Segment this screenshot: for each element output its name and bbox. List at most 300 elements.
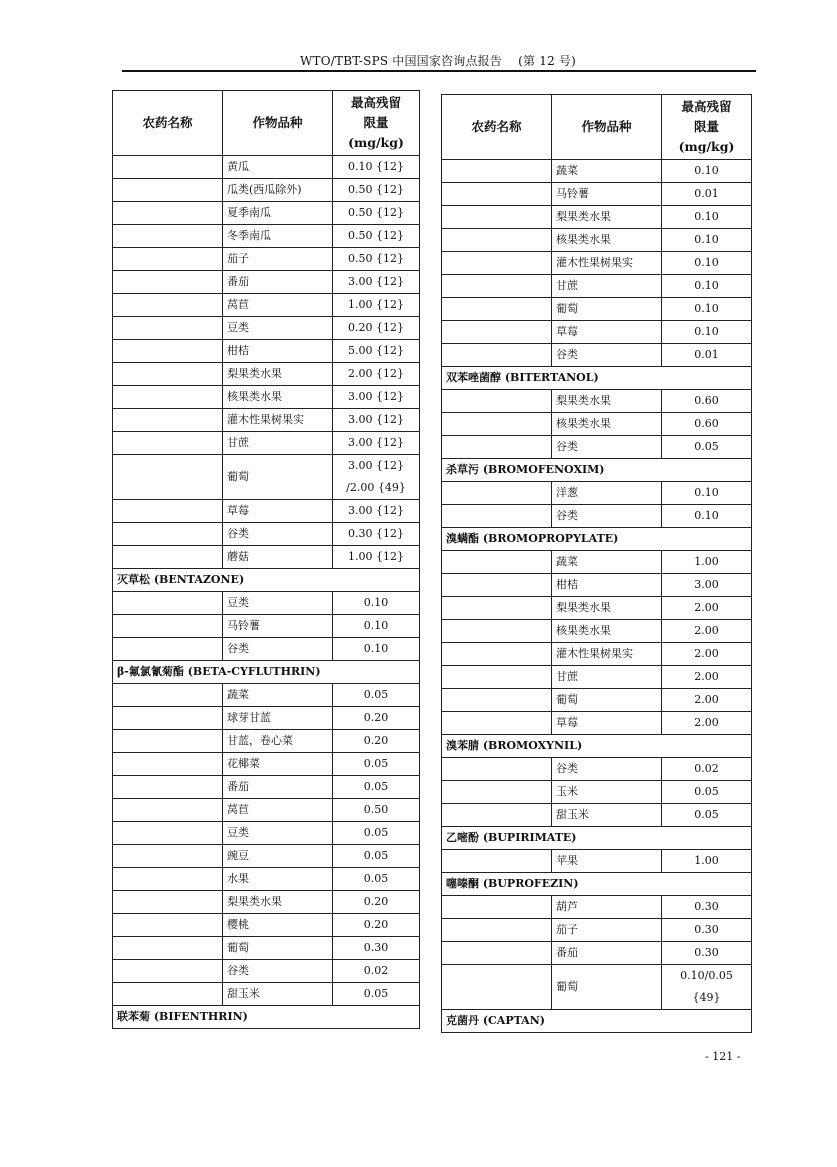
pesticide-cell-empty <box>113 914 223 937</box>
pesticide-cell-empty <box>442 643 552 666</box>
pesticide-cell-empty <box>113 523 223 546</box>
mrl-value-cell: 0.50 <box>333 799 420 822</box>
table-row <box>113 294 420 317</box>
pesticide-cell-empty <box>442 965 552 1010</box>
col-header-pesticide: 农药名称 <box>442 95 552 160</box>
pesticide-row <box>113 569 420 592</box>
pesticide-row <box>442 459 752 482</box>
mrl-value-cell: 0.10 <box>662 252 752 275</box>
crop-cell: 葡萄 <box>552 689 662 712</box>
table-row <box>442 252 752 275</box>
table-row <box>113 822 420 845</box>
crop-cell: 核果类水果 <box>552 229 662 252</box>
table-row <box>442 781 752 804</box>
mrl-value: 0.10/0.05 <box>680 969 733 982</box>
table-row <box>442 321 752 344</box>
crop-cell: 花椰菜 <box>223 753 333 776</box>
pesticide-cell-empty <box>442 344 552 367</box>
pesticide-name: β-氟氯氰菊酯 (BETA-CYFLUTHRIN) <box>113 661 420 684</box>
pesticide-cell-empty <box>113 730 223 753</box>
crop-cell: 黄瓜 <box>223 156 333 179</box>
mrl-value-cell: 0.50 {12} <box>333 202 420 225</box>
left-mrl-table <box>112 90 420 1029</box>
table-row <box>442 482 752 505</box>
crop-cell: 茄子 <box>552 919 662 942</box>
mrl-value-cell: 0.30 <box>333 937 420 960</box>
crop-cell: 梨果类水果 <box>223 891 333 914</box>
mrl-value-cell: 0.10 <box>333 592 420 615</box>
pesticide-cell-empty <box>442 551 552 574</box>
mrl-value-cell: 3.00 {12} <box>333 386 420 409</box>
pesticide-cell-empty <box>442 298 552 321</box>
pesticide-cell-empty <box>442 919 552 942</box>
crop-cell: 莴苣 <box>223 799 333 822</box>
crop-cell: 蔬菜 <box>552 551 662 574</box>
mrl-value-cell: 0.05 <box>662 436 752 459</box>
crop-cell: 苹果 <box>552 850 662 873</box>
table-row <box>442 666 752 689</box>
table-row <box>113 432 420 455</box>
pesticide-cell-empty <box>442 597 552 620</box>
pesticide-cell-empty <box>442 206 552 229</box>
table-row <box>442 758 752 781</box>
col-header-mrl-line2: 限量 <box>363 115 389 130</box>
mrl-value-cell: 2.00 {12} <box>333 363 420 386</box>
table-row <box>442 298 752 321</box>
crop-cell: 番茄 <box>552 942 662 965</box>
crop-cell: 甘蓝，卷心菜 <box>223 730 333 753</box>
crop-cell: 谷类 <box>223 638 333 661</box>
pesticide-name: 杀草污 (BROMOFENOXIM) <box>442 459 752 482</box>
pesticide-row <box>442 873 752 896</box>
mrl-value-cell: 0.10 <box>662 505 752 528</box>
mrl-value-cell: 1.00 {12} <box>333 294 420 317</box>
table-row <box>113 960 420 983</box>
table-row <box>113 317 420 340</box>
table-row <box>113 937 420 960</box>
pesticide-cell-empty <box>442 160 552 183</box>
crop-cell: 甜玉米 <box>223 983 333 1006</box>
col-header-mrl-line1: 最高残留 <box>350 95 401 110</box>
crop-cell: 葡萄 <box>223 937 333 960</box>
pesticide-cell-empty <box>113 983 223 1006</box>
mrl-value-cell: 0.30 {12} <box>333 523 420 546</box>
crop-cell: 番茄 <box>223 271 333 294</box>
pesticide-row <box>113 1006 420 1029</box>
pesticide-cell-empty <box>442 275 552 298</box>
table-row <box>113 248 420 271</box>
table-row <box>442 574 752 597</box>
pesticide-cell-empty <box>113 248 223 271</box>
table-row <box>113 914 420 937</box>
crop-cell: 梨果类水果 <box>552 206 662 229</box>
pesticide-cell-empty <box>113 317 223 340</box>
pesticide-cell-empty <box>113 340 223 363</box>
pesticide-cell-empty <box>113 638 223 661</box>
mrl-value-cell: 0.10 <box>662 321 752 344</box>
mrl-value-cell: 0.30 <box>662 919 752 942</box>
table-row <box>442 390 752 413</box>
header-issue: (第 12 号) <box>518 54 577 68</box>
mrl-value-cell: 1.00 <box>662 850 752 873</box>
pesticide-cell-empty <box>113 937 223 960</box>
table-row <box>442 896 752 919</box>
pesticide-cell-empty <box>113 363 223 386</box>
col-header-mrl-line3: (mg/kg) <box>678 139 735 154</box>
mrl-value-cell: 0.10 <box>333 615 420 638</box>
crop-cell: 豆类 <box>223 317 333 340</box>
pesticide-cell-empty <box>442 505 552 528</box>
pesticide-cell-empty <box>113 432 223 455</box>
mrl-value-cell: 0.20 <box>333 891 420 914</box>
table-row <box>113 730 420 753</box>
col-header-pesticide: 农药名称 <box>113 91 223 156</box>
crop-cell: 豆类 <box>223 822 333 845</box>
table-row <box>113 500 420 523</box>
mrl-value-cell <box>333 455 420 500</box>
table-row <box>442 919 752 942</box>
table-row <box>113 179 420 202</box>
crop-cell: 夏季南瓜 <box>223 202 333 225</box>
pesticide-cell-empty <box>442 574 552 597</box>
pesticide-row <box>442 367 752 390</box>
pesticide-cell-empty <box>442 436 552 459</box>
pesticide-cell-empty <box>113 546 223 569</box>
crop-cell: 梨果类水果 <box>552 390 662 413</box>
pesticide-cell-empty <box>113 845 223 868</box>
mrl-value-cell: 0.10 {12} <box>333 156 420 179</box>
mrl-value-cell: 3.00 {12} <box>333 432 420 455</box>
crop-cell: 灌木性果树果实 <box>552 643 662 666</box>
table-row <box>113 546 420 569</box>
mrl-value: 3.00 {12} <box>348 459 404 472</box>
table-row <box>442 229 752 252</box>
pesticide-cell-empty <box>442 229 552 252</box>
table-row <box>113 799 420 822</box>
table-row <box>113 753 420 776</box>
mrl-value-cell: 0.10 <box>662 275 752 298</box>
mrl-value-cell: 2.00 <box>662 620 752 643</box>
mrl-value-cell: 1.00 {12} <box>333 546 420 569</box>
pesticide-cell-empty <box>113 615 223 638</box>
pesticide-cell-empty <box>442 390 552 413</box>
pesticide-cell-empty <box>113 225 223 248</box>
crop-cell: 甜玉米 <box>552 804 662 827</box>
mrl-value-cell: 1.00 <box>662 551 752 574</box>
table-row <box>442 505 752 528</box>
pesticide-cell-empty <box>113 294 223 317</box>
pesticide-cell-empty <box>113 891 223 914</box>
mrl-value-cell: 0.50 {12} <box>333 248 420 271</box>
pesticide-cell-empty <box>442 942 552 965</box>
table-row <box>442 643 752 666</box>
crop-cell: 草莓 <box>552 712 662 735</box>
mrl-value-cell: 0.05 <box>662 781 752 804</box>
crop-cell: 灌木性果树果实 <box>223 409 333 432</box>
crop-cell: 谷类 <box>223 523 333 546</box>
table-row <box>113 868 420 891</box>
col-header-mrl-line1: 最高残留 <box>681 99 732 114</box>
pesticide-cell-empty <box>113 592 223 615</box>
table-row <box>113 891 420 914</box>
table-row <box>442 689 752 712</box>
crop-cell: 甘蔗 <box>552 275 662 298</box>
table-row <box>113 983 420 1006</box>
crop-cell: 柑桔 <box>552 574 662 597</box>
pesticide-cell-empty <box>442 413 552 436</box>
crop-cell: 核果类水果 <box>552 413 662 436</box>
pesticide-name: 乙嘧酚 (BUPIRIMATE) <box>442 827 752 850</box>
pesticide-cell-empty <box>442 712 552 735</box>
pesticide-cell-empty <box>442 896 552 919</box>
table-row <box>442 413 752 436</box>
col-header-crop: 作物品种 <box>552 95 662 160</box>
pesticide-cell-empty <box>113 960 223 983</box>
crop-cell: 谷类 <box>552 344 662 367</box>
table-row <box>113 363 420 386</box>
table-row <box>113 707 420 730</box>
mrl-value-cell: 0.20 <box>333 707 420 730</box>
pesticide-cell-empty <box>113 684 223 707</box>
mrl-value-cell: 0.01 <box>662 183 752 206</box>
pesticide-cell-empty <box>113 455 223 500</box>
table-row <box>113 615 420 638</box>
table-row <box>442 275 752 298</box>
table-row <box>442 850 752 873</box>
mrl-value-cell: 0.30 <box>662 896 752 919</box>
mrl-value-cell: 0.05 <box>333 776 420 799</box>
crop-cell: 葫芦 <box>552 896 662 919</box>
mrl-value-cell: 3.00 {12} <box>333 500 420 523</box>
pesticide-cell-empty <box>113 707 223 730</box>
table-row <box>113 776 420 799</box>
pesticide-cell-empty <box>442 321 552 344</box>
mrl-value-cell: 3.00 {12} <box>333 409 420 432</box>
pesticide-name: 溴苯腈 (BROMOXYNIL) <box>442 735 752 758</box>
pesticide-cell-empty <box>442 482 552 505</box>
crop-cell: 玉米 <box>552 781 662 804</box>
right-mrl-table <box>441 94 752 1033</box>
crop-cell: 马铃薯 <box>552 183 662 206</box>
mrl-value-cell: 0.02 <box>662 758 752 781</box>
crop-cell: 蔬菜 <box>552 160 662 183</box>
mrl-value-cell: 0.10 <box>662 160 752 183</box>
pesticide-cell-empty <box>113 386 223 409</box>
table-row <box>113 202 420 225</box>
table-row <box>442 183 752 206</box>
mrl-value-cell: 0.05 <box>333 868 420 891</box>
crop-cell: 甘蔗 <box>223 432 333 455</box>
pesticide-cell-empty <box>442 781 552 804</box>
pesticide-row <box>442 827 752 850</box>
table-row <box>442 436 752 459</box>
crop-cell: 谷类 <box>552 436 662 459</box>
mrl-value-cell: 0.10 <box>662 229 752 252</box>
mrl-value-cell: 0.20 {12} <box>333 317 420 340</box>
page-number: - 121 - <box>705 1050 741 1063</box>
pesticide-cell-empty <box>113 409 223 432</box>
table-row <box>442 620 752 643</box>
crop-cell: 豆类 <box>223 592 333 615</box>
table-row <box>113 386 420 409</box>
pesticide-cell-empty <box>442 689 552 712</box>
crop-cell: 梨果类水果 <box>552 597 662 620</box>
crop-cell: 谷类 <box>552 505 662 528</box>
col-header-mrl <box>662 95 752 160</box>
pesticide-cell-empty <box>113 868 223 891</box>
table-row <box>113 684 420 707</box>
pesticide-cell-empty <box>442 183 552 206</box>
page-header <box>0 52 837 70</box>
crop-cell: 冬季南瓜 <box>223 225 333 248</box>
pesticide-cell-empty <box>442 758 552 781</box>
table-row <box>442 206 752 229</box>
col-header-mrl-line2: 限量 <box>693 119 719 134</box>
crop-cell: 茄子 <box>223 248 333 271</box>
crop-cell: 樱桃 <box>223 914 333 937</box>
pesticide-name: 噻嗪酮 (BUPROFEZIN) <box>442 873 752 896</box>
pesticide-cell-empty <box>113 799 223 822</box>
crop-cell: 莴苣 <box>223 294 333 317</box>
col-header-crop: 作物品种 <box>223 91 333 156</box>
crop-cell: 草莓 <box>552 321 662 344</box>
table-row <box>113 523 420 546</box>
crop-cell: 蔬菜 <box>223 684 333 707</box>
pesticide-name: 克菌丹 (CAPTAN) <box>442 1010 752 1033</box>
mrl-value-cell: 0.30 <box>662 942 752 965</box>
crop-cell: 番茄 <box>223 776 333 799</box>
table-row <box>113 409 420 432</box>
header-title: WTO/TBT-SPS 中国国家咨询点报告 (第 12 号) <box>300 54 577 68</box>
table-row <box>113 592 420 615</box>
crop-cell: 核果类水果 <box>552 620 662 643</box>
pesticide-row <box>442 528 752 551</box>
mrl-value-cell: 0.10 <box>662 206 752 229</box>
table-row <box>442 160 752 183</box>
mrl-value-cell: 2.00 <box>662 712 752 735</box>
table-header-row <box>113 91 420 156</box>
mrl-value-cell: 0.60 <box>662 390 752 413</box>
col-header-mrl <box>333 91 420 156</box>
table-row <box>113 340 420 363</box>
crop-cell: 谷类 <box>552 758 662 781</box>
table-row <box>442 344 752 367</box>
crop-cell: 水果 <box>223 868 333 891</box>
crop-cell: 球芽甘蓝 <box>223 707 333 730</box>
pesticide-cell-empty <box>113 202 223 225</box>
pesticide-cell-empty <box>442 252 552 275</box>
pesticide-cell-empty <box>442 620 552 643</box>
header-rule <box>122 70 756 72</box>
crop-cell: 瓜类(西瓜除外) <box>223 179 333 202</box>
mrl-value-cell: 0.05 <box>333 983 420 1006</box>
crop-cell: 葡萄 <box>223 455 333 500</box>
table-row <box>113 271 420 294</box>
pesticide-name: 溴螨酯 (BROMOPROPYLATE) <box>442 528 752 551</box>
mrl-value-cell: 2.00 <box>662 643 752 666</box>
pesticide-row <box>442 1010 752 1033</box>
pesticide-row <box>442 735 752 758</box>
table-row <box>113 225 420 248</box>
mrl-value-cell: 3.00 {12} <box>333 271 420 294</box>
table-row <box>442 712 752 735</box>
crop-cell: 柑桔 <box>223 340 333 363</box>
pesticide-cell-empty <box>113 776 223 799</box>
mrl-value-note: {49} <box>692 991 721 1004</box>
table-row <box>442 942 752 965</box>
mrl-value-cell: 3.00 <box>662 574 752 597</box>
mrl-value-cell: 0.02 <box>333 960 420 983</box>
pesticide-cell-empty <box>442 804 552 827</box>
crop-cell: 谷类 <box>223 960 333 983</box>
col-header-mrl-line3: (mg/kg) <box>348 135 404 150</box>
mrl-value-cell: 0.50 {12} <box>333 225 420 248</box>
pesticide-row <box>113 661 420 684</box>
table-row <box>113 455 420 500</box>
pesticide-name: 联苯菊 (BIFENTHRIN) <box>113 1006 420 1029</box>
pesticide-cell-empty <box>113 500 223 523</box>
crop-cell: 豌豆 <box>223 845 333 868</box>
mrl-value-cell: 0.50 {12} <box>333 179 420 202</box>
mrl-value-note: /2.00 {49} <box>346 481 406 494</box>
mrl-value-cell: 0.05 <box>662 804 752 827</box>
crop-cell: 草莓 <box>223 500 333 523</box>
crop-cell: 蘑菇 <box>223 546 333 569</box>
table-row <box>113 638 420 661</box>
crop-cell: 马铃薯 <box>223 615 333 638</box>
crop-cell: 甘蔗 <box>552 666 662 689</box>
mrl-value-cell: 0.01 <box>662 344 752 367</box>
crop-cell: 葡萄 <box>552 965 662 1010</box>
mrl-value-cell: 0.10 <box>333 638 420 661</box>
mrl-value-cell <box>662 965 752 1010</box>
crop-cell: 葡萄 <box>552 298 662 321</box>
pesticide-cell-empty <box>442 666 552 689</box>
table-row <box>442 965 752 1010</box>
mrl-value-cell: 0.20 <box>333 730 420 753</box>
pesticide-cell-empty <box>113 179 223 202</box>
table-header-row <box>442 95 752 160</box>
table-row <box>113 845 420 868</box>
crop-cell: 梨果类水果 <box>223 363 333 386</box>
mrl-value-cell: 2.00 <box>662 666 752 689</box>
mrl-value-cell: 0.05 <box>333 753 420 776</box>
pesticide-name: 灭草松 (BENTAZONE) <box>113 569 420 592</box>
mrl-value-cell: 0.05 <box>333 684 420 707</box>
mrl-value-cell: 0.10 <box>662 482 752 505</box>
table-row <box>442 551 752 574</box>
pesticide-cell-empty <box>113 822 223 845</box>
mrl-value-cell: 0.10 <box>662 298 752 321</box>
pesticide-cell-empty <box>113 271 223 294</box>
pesticide-name: 双苯唑菌醇 (BITERTANOL) <box>442 367 752 390</box>
mrl-value-cell: 0.05 <box>333 845 420 868</box>
crop-cell: 核果类水果 <box>223 386 333 409</box>
mrl-value-cell: 0.60 <box>662 413 752 436</box>
mrl-value-cell: 0.05 <box>333 822 420 845</box>
mrl-value-cell: 5.00 {12} <box>333 340 420 363</box>
crop-cell: 灌木性果树果实 <box>552 252 662 275</box>
pesticide-cell-empty <box>113 156 223 179</box>
table-row <box>442 804 752 827</box>
table-row <box>442 597 752 620</box>
pesticide-cell-empty <box>113 753 223 776</box>
crop-cell: 洋葱 <box>552 482 662 505</box>
mrl-value-cell: 0.20 <box>333 914 420 937</box>
mrl-value-cell: 2.00 <box>662 689 752 712</box>
mrl-value-cell: 2.00 <box>662 597 752 620</box>
pesticide-cell-empty <box>442 850 552 873</box>
